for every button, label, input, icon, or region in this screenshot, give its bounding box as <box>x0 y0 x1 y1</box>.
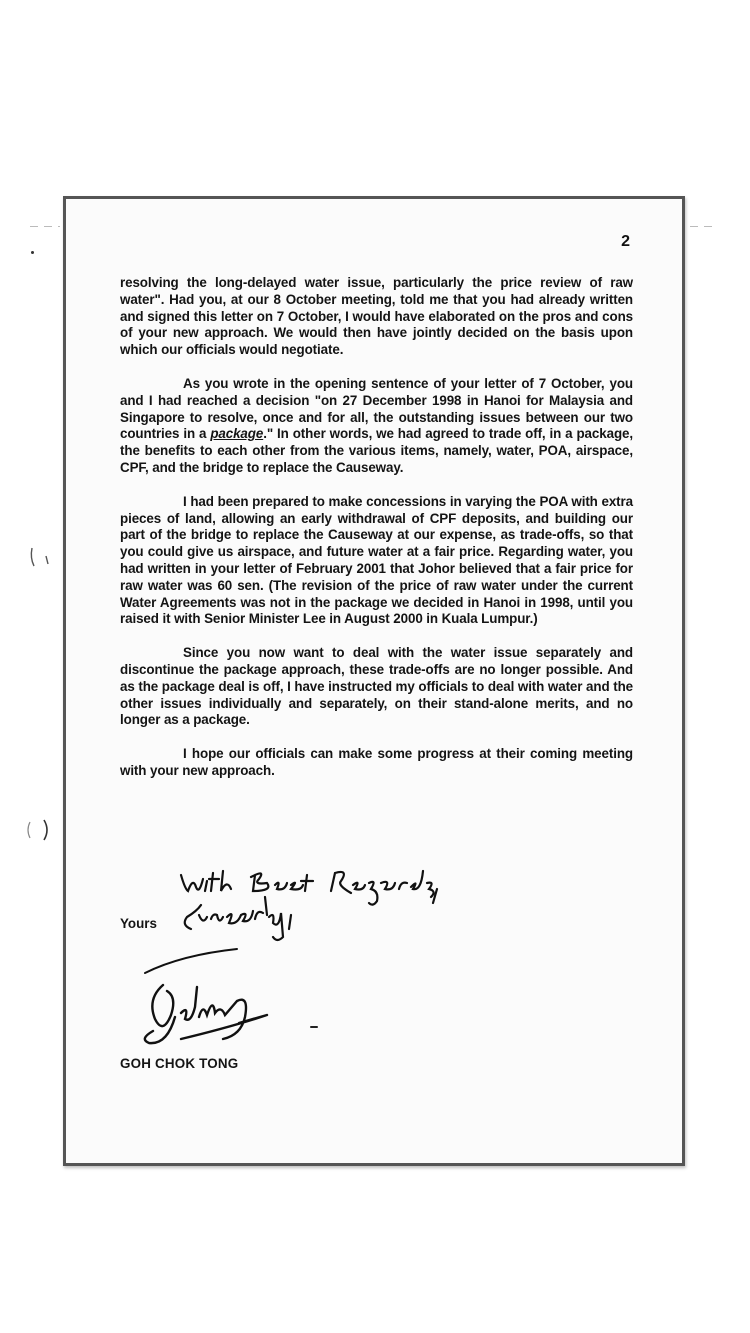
closing-yours: Yours <box>120 916 157 931</box>
handwritten-signature <box>141 867 501 1077</box>
paragraph-opening-sentence <box>120 376 633 477</box>
letter-body <box>120 275 633 797</box>
paragraph-water-issue: Since you now want to deal with the water issue separately and discontinue the package approach, these trade-offs are no longer possible. And as the package deal is off, I have instructed my officials to deal with water and the other issues individually and separately, on their stand-alone merits, and no longer as a package. <box>120 645 633 728</box>
package-emphasis: package <box>210 426 264 442</box>
scan-artifact-line <box>30 226 60 227</box>
paragraph-hope: I hope our officials can make some progress at their coming meeting with your new approach. <box>120 746 633 778</box>
paragraph-concessions: I had been prepared to make concessions in varying the POA with extra pieces of land, allowing an early withdrawal of CPF deposits, and building our part of the bridge to replace the Causeway at our expense, as trade-offs, so that you could give us airspace, and future water at a fair price. Regarding water, you had written in your letter of February 2001 that Johor believed that a fair price for raw water was 60 sen. (The revision of the price of raw water under the current Water Agreements was not in the package we decided in Hanoi in 1998, until you raised it with Senior Minister Lee in August 2000 in Kuala Lumpur.) <box>120 493 633 627</box>
signatory-name: GOH CHOK TONG <box>120 1056 239 1071</box>
scan-speck <box>31 251 34 254</box>
scan-margin-marks <box>20 540 60 860</box>
page-number: 2 <box>621 233 630 250</box>
paragraph-continuation: resolving the long-delayed water issue, particularly the price review of raw water". Had you, at our 8 October meeting, told me that you had already written and signed this letter on 7 October, I would have elaborated on the pros and cons of your new approach. We would then have jointly decided on the basis upon which our officials would negotiate. <box>120 275 633 358</box>
paragraph-text: ." In other words, we had agreed to trade off, in a package, the benefits to each other from the various items, namely, water, POA, airspace, CPF, and the bridge to replace the Causeway. <box>120 426 633 475</box>
scan-artifact-line <box>690 226 718 227</box>
paragraph-text: As you wrote in the opening sentence of your letter of 7 October, you and I had reached a decision "on 27 December 1998 in Hanoi for Malaysia and Singapore to resolve, once and for all, the outstanding issues between our two countries in a <box>120 375 633 442</box>
letter-page <box>63 196 685 1166</box>
